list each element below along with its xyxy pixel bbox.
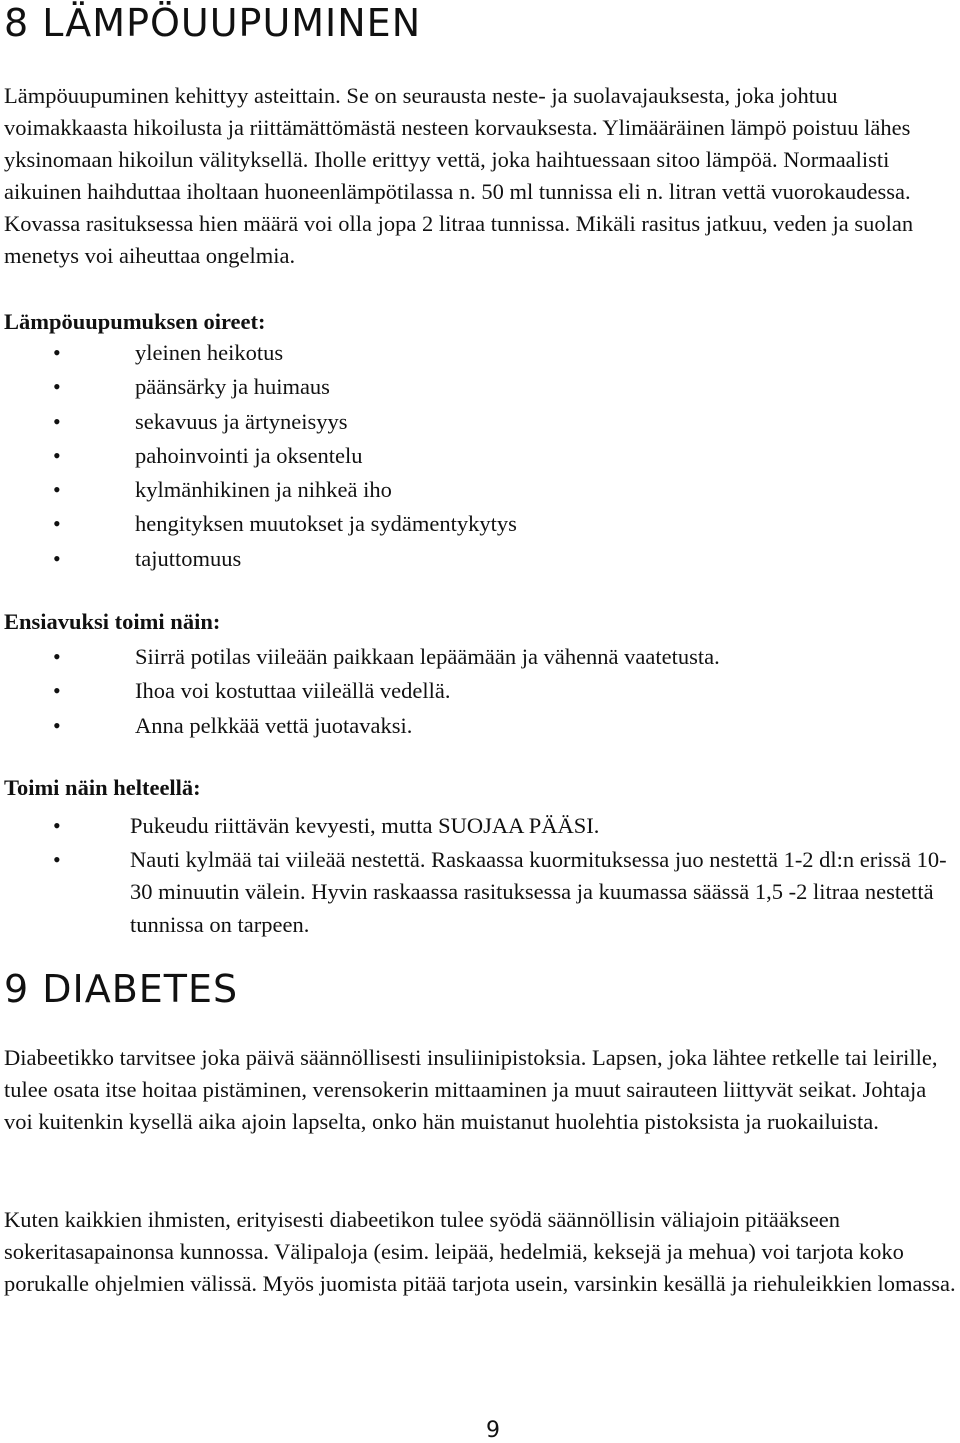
- firstaid-heading: Ensiavuksi toimi näin:: [4, 609, 221, 634]
- list-item: • yleinen heikotus: [0, 336, 517, 370]
- list-item: • kylmänhikinen ja nihkeä iho: [0, 473, 517, 507]
- bullet-icon: •: [53, 846, 61, 872]
- bullet-icon: •: [53, 442, 61, 468]
- list-item: • Siirrä potilas viileään paikkaan lepäämään ja vähennä vaatetusta.: [0, 640, 720, 674]
- list-item: • Nauti kylmää tai viileää nestettä. Raskaassa kuormituksessa juo nestettä 1-2 dl:n erissä 10-30 minuutin välein. Hyvin raskaassa rasituksessa ja kuumassa säässä 1,5 -2 litraa nestettä tunnissa on tarpeen.: [0, 844, 960, 942]
- bullet-icon: •: [53, 678, 61, 704]
- bullet-icon: •: [53, 813, 61, 838]
- bullet-icon: •: [53, 340, 61, 365]
- symptoms-list: [0, 336, 517, 576]
- bullet-icon: •: [53, 477, 61, 503]
- list-item: • pahoinvointi ja oksentelu: [0, 439, 517, 473]
- list-item: • hengityksen muutokset ja sydämentykytys: [0, 507, 517, 541]
- bullet-icon: •: [53, 408, 61, 434]
- bullet-icon: •: [53, 644, 61, 669]
- firstaid-list: [0, 640, 720, 743]
- bullet-icon: •: [53, 712, 61, 738]
- section-8-title: 8 LÄMPÖUUPUMINEN: [4, 1, 422, 45]
- heat-list: [0, 810, 960, 941]
- heat-heading: Toimi näin helteellä:: [4, 775, 201, 800]
- symptoms-heading: Lämpöuupumuksen oireet:: [4, 309, 266, 334]
- bullet-icon: •: [53, 511, 61, 537]
- list-item: • päänsärky ja huimaus: [0, 370, 517, 404]
- section-9-paragraph-2: Kuten kaikkien ihmisten, erityisesti diabeetikon tulee syödä säännöllisin väliajoin pitääkseen sokeritasapainonsa kunnossa. Välipaloja (esim. leipää, hedelmiä, keksejä ja mehua) voi tarjota koko porukalle ohjelmien välissä. Myös juomista pitää tarjota usein, varsinkin kesällä ja riehuleikkien lomassa.: [4, 1207, 956, 1296]
- list-item: • sekavuus ja ärtyneisyys: [0, 405, 517, 439]
- list-item: • Pukeudu riittävän kevyesti, mutta SUOJAA PÄÄSI.: [0, 810, 960, 843]
- section-9-title: 9 DIABETES: [4, 967, 239, 1011]
- bullet-icon: •: [53, 374, 61, 400]
- list-item: • Anna pelkkää vettä juotavaksi.: [0, 709, 720, 743]
- section-8-intro: Lämpöuupuminen kehittyy asteittain. Se on seurausta neste- ja suolavajauksesta, joka johtuu voimakkaasta hikoilusta ja riittämättömästä nesteen korvauksesta. Ylimääräinen lämpö poistuu lähes yksinomaan hikoilun välityksellä. Iholle erittyy vettä, joka haihtuessaan sitoo lämpöä. Normaalisti aikuinen haihduttaa iholtaan huoneenlämpötilassa n. 50 ml tunnissa eli n. litran vettä vuorokaudessa. Kovassa rasituksessa hien määrä voi olla jopa 2 litraa tunnissa. Mikäli rasitus jatkuu, veden ja suolan menetys voi aiheuttaa ongelmia.: [4, 83, 914, 268]
- bullet-icon: •: [53, 545, 61, 571]
- list-item: • tajuttomuus: [0, 542, 517, 576]
- page-number: 9: [486, 1418, 500, 1443]
- list-item: • Ihoa voi kostuttaa viileällä vedellä.: [0, 674, 720, 708]
- section-9-paragraph-1: Diabeetikko tarvitsee joka päivä säännöllisesti insuliinipistoksia. Lapsen, joka lähtee retkelle tai leirille, tulee osata itse hoitaa pistäminen, verensokerin mittaaminen ja muut sairauteen liittyvät seikat. Johtaja voi kuitenkin kysellä aika ajoin lapselta, onko hän muistanut huolehtia pistoksista ja ruokailuista.: [4, 1045, 938, 1134]
